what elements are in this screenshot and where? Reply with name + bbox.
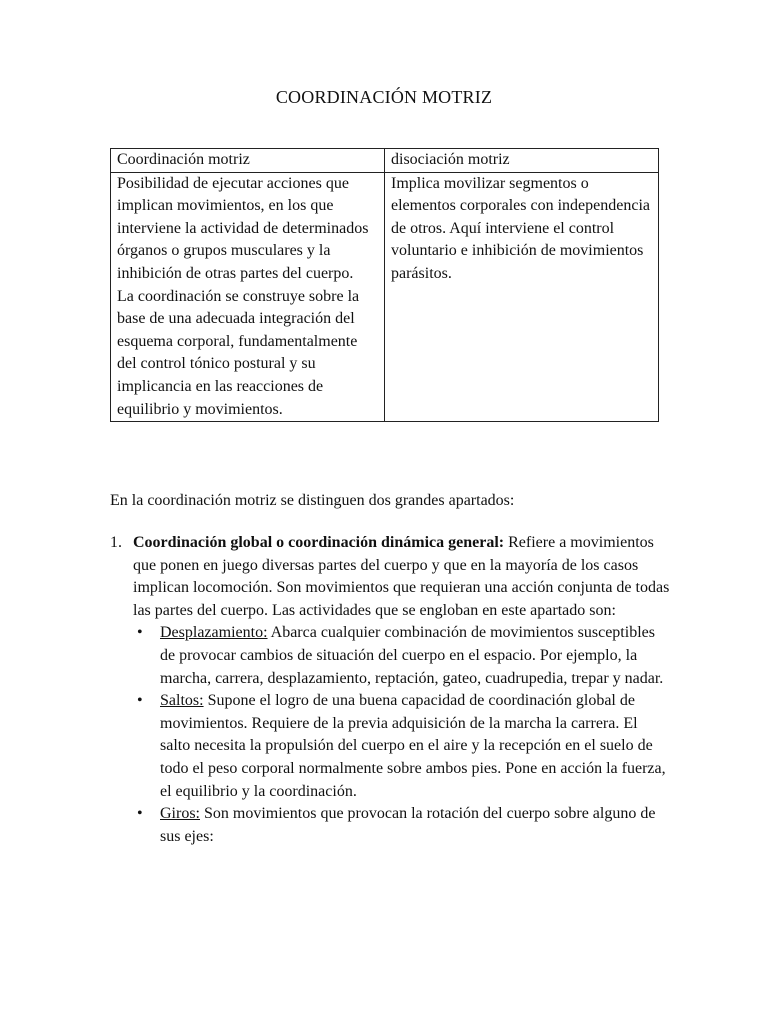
table-row: [111, 172, 659, 422]
list-item-text: Abarca cualquier combinación de movimientos susceptibles de provocar cambios de situación del cuerpo en el espacio. Por ejemplo, la marcha, carrera, desplazamiento, reptación, gateo, cuadrupedia, trepar y nadar.: [160, 624, 664, 687]
table-header-coordinacion: Coordinación motriz: [111, 149, 385, 173]
bullet-icon: •: [137, 805, 143, 823]
numbered-section: [110, 532, 670, 848]
table-header-row: [111, 149, 659, 173]
bullet-icon: •: [137, 624, 143, 642]
bullet-icon: •: [137, 692, 143, 710]
section-number: 1.: [110, 534, 122, 551]
comparison-table: [110, 148, 659, 422]
list-item: [110, 803, 670, 848]
list-item-term: Desplazamiento:: [160, 624, 268, 642]
list-item-term: Giros:: [160, 805, 200, 823]
intro-paragraph: En la coordinación motriz se distinguen dos grandes apartados:: [110, 492, 515, 509]
document-title: COORDINACIÓN MOTRIZ: [275, 87, 493, 107]
list-item-term: Saltos:: [160, 692, 204, 710]
bullet-list: [110, 622, 670, 848]
section-text: Refiere a movimientos que ponen en juego diversas partes del cuerpo y que en la mayoría de los casos implican locomoción. Son movimientos que requieran una acción conjunta de todas las partes del cuerpo. Las actividades que se engloban en este apartado son:: [133, 534, 670, 619]
table-cell-disociacion: Implica movilizar segmentos o elementos corporales con independencia de otros. Aquí interviene el control voluntario e inhibición de movimientos parásitos.: [385, 172, 659, 422]
table-header-disociacion: disociación motriz: [385, 149, 659, 173]
list-item: [110, 690, 670, 803]
list-item: [110, 622, 670, 690]
cell-paragraph: La coordinación se construye sobre la base de una adecuada integración del esquema corporal, fundamentalmente del control tónico postural y su implicancia en las reacciones de equilibrio y movimientos.: [117, 287, 360, 418]
list-item-text: Supone el logro de una buena capacidad de coordinación global de movimientos. Requiere de la previa adquisición de la marcha la carrera. El salto necesita la propulsión del cuerpo en el aire y la recepción en el suelo de todo el peso corporal normalmente sobre ambos pies. Pone en acción la fuerza, el equilibrio y la coordinación.: [160, 692, 666, 800]
section-heading: Coordinación global o coordinación dinámica general:: [133, 534, 505, 551]
section-paragraph: [110, 532, 670, 622]
table-cell-coordinacion: [111, 172, 385, 422]
cell-paragraph: Posibilidad de ejecutar acciones que implican movimientos, en los que interviene la actividad de determinados órganos o grupos musculares y la inhibición de otras partes del cuerpo.: [117, 174, 369, 282]
list-item-text: Son movimientos que provocan la rotación del cuerpo sobre alguno de sus ejes:: [160, 805, 656, 845]
